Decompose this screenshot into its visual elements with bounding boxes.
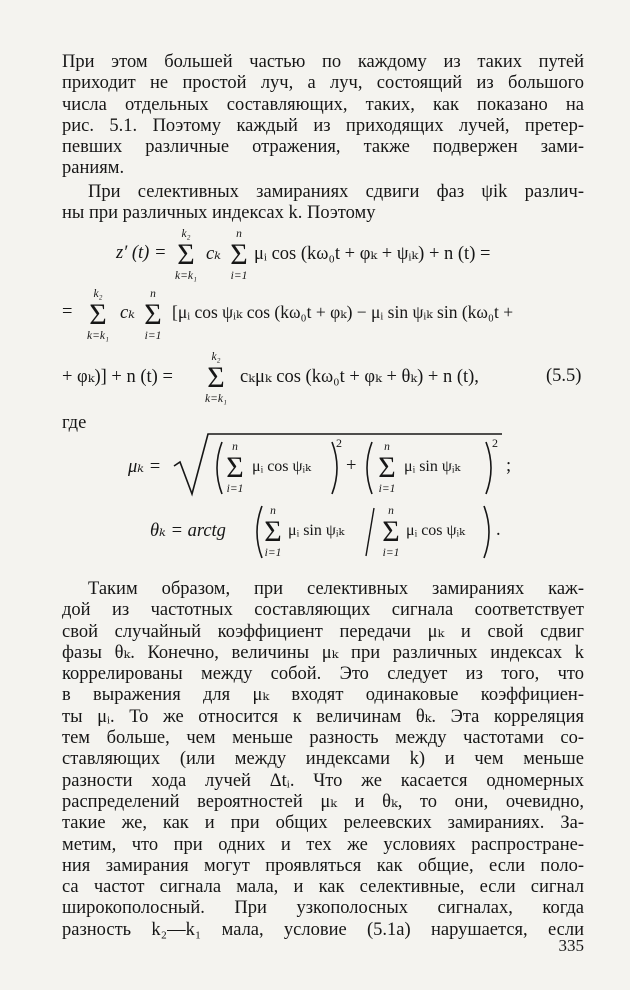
mu-term-2: μᵢ sin ψᵢₖ — [404, 458, 461, 475]
text-line: певших различные отражения, также подвержен зами- — [62, 137, 584, 158]
square-exponent: 2 — [336, 436, 342, 450]
text-line: свой случайный коэффициент передачи μₖ и свой сдвиг — [62, 621, 584, 642]
text-line: разность k₂—k₁ мала, условие (5.1а) нарушается, если — [62, 919, 584, 940]
text-line: са частот сигнала мала, и как селективные, если сигнал — [62, 877, 584, 898]
mu-plus: + — [346, 456, 357, 476]
text-line: тем больше, чем меньше разность между частотами со- — [62, 728, 584, 749]
mu-term-1: μᵢ cos ψᵢₖ — [252, 458, 311, 475]
sum-k: k₂ Σ k=k₁ — [175, 228, 197, 282]
theta-denominator: μᵢ cos ψᵢₖ — [406, 522, 465, 539]
sum-i: n Σ i=1 — [378, 441, 396, 495]
paragraph-2 — [62, 182, 584, 225]
sum-i: n Σ i=1 — [382, 505, 400, 559]
fraction-slash-icon — [364, 506, 376, 558]
text-line: фазы θₖ. Конечно, величины μₖ при различных индексах k — [62, 642, 584, 663]
equation-number: (5.5) — [546, 366, 582, 386]
sum-i: n Σ i=1 — [144, 288, 162, 342]
right-paren-icon — [482, 504, 496, 560]
paragraph-1 — [62, 52, 584, 180]
text-line: ния замирания могут проявляться как общие, если поло- — [62, 855, 584, 876]
text-line: дой из частотных составляющих сигнала соответствует — [62, 600, 584, 621]
theta-numerator: μᵢ sin ψᵢₖ — [288, 522, 345, 539]
paragraph-3 — [62, 579, 584, 941]
eq-equals: = — [62, 302, 73, 322]
sum-k: k₂ Σ k=k₁ — [205, 351, 227, 405]
sum-i: n Σ i=1 — [226, 441, 244, 495]
text-line: Таким образом, при селективных замираниях каж- — [88, 579, 584, 599]
text-line: числа отдельных составляющих, таких, как показано на — [62, 94, 584, 115]
text-line: рис. 5.1. Поэтому каждый из приходящих лучей, претер- — [62, 115, 584, 136]
text-line: При этом большей частью по каждому из таких путей — [62, 52, 584, 72]
eq-ck: cₖ — [206, 244, 221, 264]
text-line: разности хода лучей Δtᵢ. Что же касается одномерных — [62, 770, 584, 791]
eq-body: cₖμₖ cos (kω₀t + φₖ + θₖ) + n (t), — [240, 367, 479, 387]
mu-end: ; — [506, 456, 512, 476]
left-paren-icon — [360, 440, 374, 496]
text-line: коррелированы между собой. Это следует из того, что — [62, 664, 584, 685]
page-number: 335 — [558, 936, 584, 955]
theta-end: . — [496, 520, 501, 540]
theta-lhs: θₖ = arctg — [150, 521, 226, 541]
text-line: в выражения для μₖ входят одинаковые коэффициен- — [62, 685, 584, 706]
text-line: ты μᵢ. То же относится к величинам θₖ. Эта корреляция — [62, 706, 584, 727]
where-label: где — [62, 413, 87, 433]
text-line: широкополосный. При узкополосных сигналах, когда — [62, 898, 584, 919]
square-exponent: 2 — [492, 436, 498, 450]
eq-lhs: z′ (t) = — [116, 243, 167, 263]
sum-i: n Σ i=1 — [230, 228, 248, 282]
text-line: раниям. — [62, 158, 125, 179]
eq-body: [μᵢ cos ψᵢₖ cos (kω₀t + φₖ) − μᵢ sin ψᵢₖ sin (kω₀t + — [172, 302, 514, 322]
text-line: такие же, как и при общих релеевских замираниях. За- — [62, 813, 584, 834]
text-line: ставляющих (или между индексами k) и чем меньше — [62, 749, 584, 770]
text-line: При селективных замираниях сдвиги фаз ψik различ- — [88, 182, 584, 202]
text-line: распределений вероятностей μₖ и θₖ, то они, очевидно, — [62, 791, 584, 812]
mu-lhs: μₖ = — [128, 457, 162, 477]
eq-ck: cₖ — [120, 303, 135, 323]
sum-k: k₂ Σ k=k₁ — [87, 288, 109, 342]
text-line: приходит не простой луч, а луч, состоящий из большого — [62, 73, 584, 94]
text-line: метим, что при одних и тех же условиях распростране- — [62, 834, 584, 855]
sum-i: n Σ i=1 — [264, 505, 282, 559]
eq-lhs: + φₖ)] + n (t) = — [62, 367, 173, 387]
text-line: ны при различных индексах k. Поэтому — [62, 203, 376, 224]
eq-inner: μᵢ cos (kω₀t + φₖ + ψᵢₖ) + n (t) = — [254, 244, 491, 264]
